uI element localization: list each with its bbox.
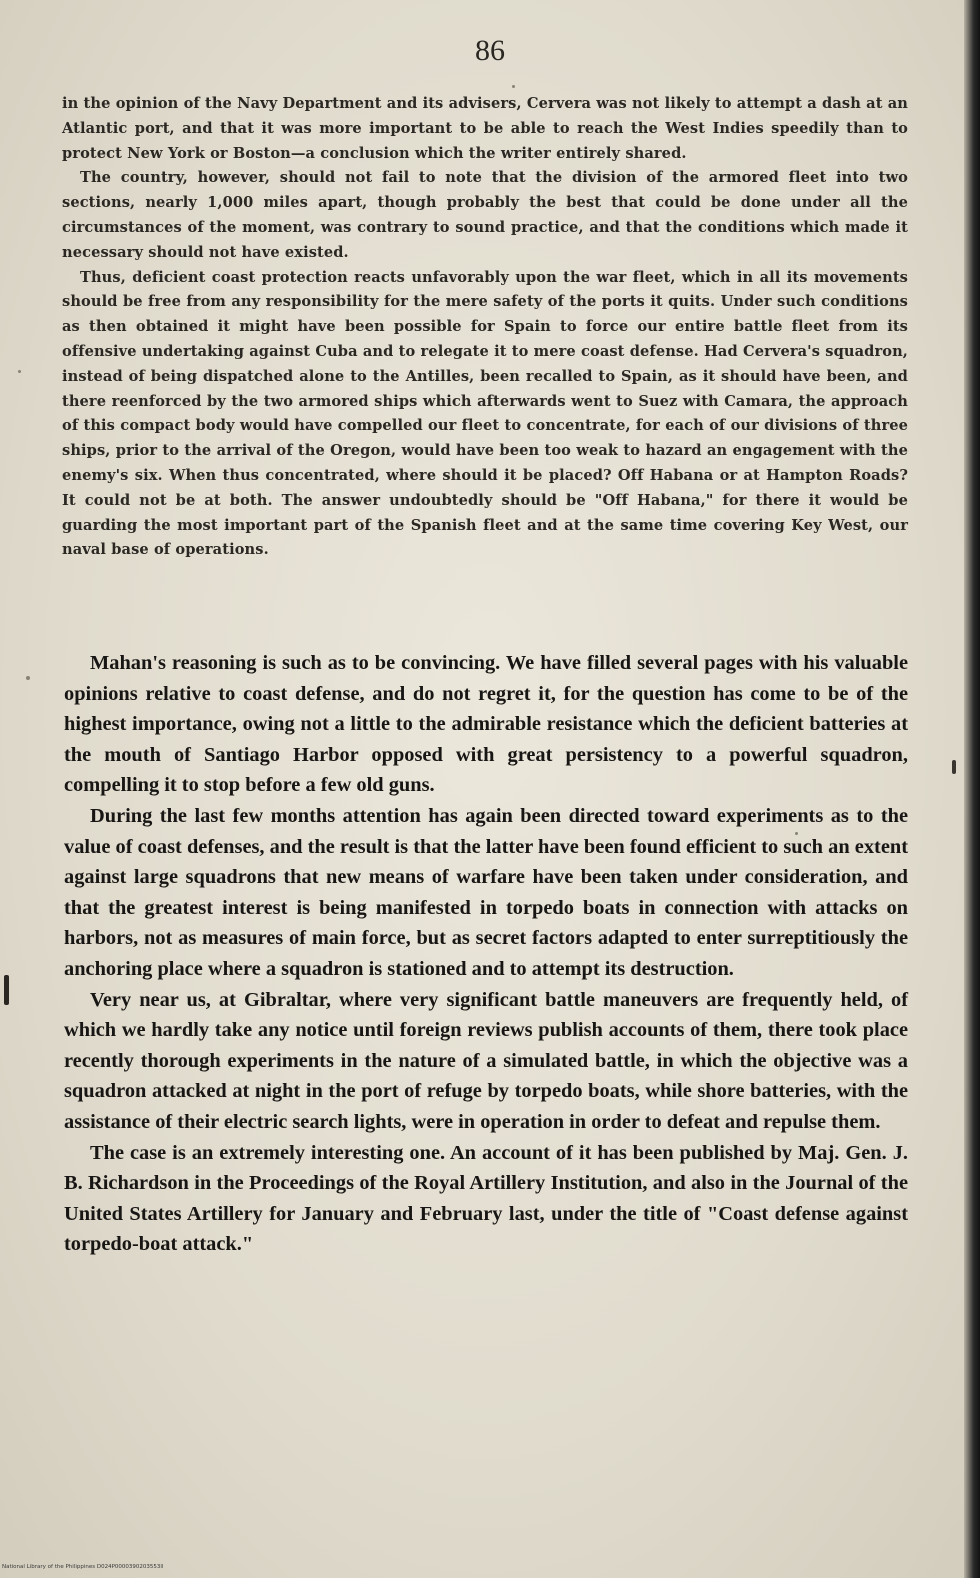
quote-paragraph-2: The country, however, should not fail to note that the division of the armored fleet into two sections, nearly 1,000 miles apart, though probably the best that could be done under all the circumstances of the moment, was contrary to sound practice, and that the conditions which made it necessary should not have existed. bbox=[62, 169, 908, 261]
main-paragraph-2: During the last few months attention has again been directed toward experiments as to the value of coast defenses, and the result is that the latter have been found efficient to such an extent against large squadrons that new means of warfare have been taken under consideration, and that the greatest interest is being manifested in torpedo boats in connection with attacks on harbors, not as measures of main force, but as secret factors adapted to enter surreptitiously the anchoring place where a squadron is stationed and to attempt its destruction. bbox=[64, 804, 908, 980]
paper-speck bbox=[4, 975, 9, 1005]
page-number: 86 bbox=[475, 34, 505, 67]
quote-paragraph-1: in the opinion of the Navy Department and its advisers, Cervera was not likely to attempt a dash at an Atlantic port, and that it was more important to be able to reach the West Indies speedily than to protect New York or Boston—a conclusion which the writer entirely shared. bbox=[62, 95, 908, 162]
paper-speck bbox=[512, 85, 515, 88]
main-paragraph-1: Mahan's reasoning is such as to be convincing. We have filled several pages with his valuable opinions relative to coast defense, and do not regret it, for the question has come to be of the highest importance, owing not a little to the admirable resistance which the deficient batteries at the mouth of Santiago Harbor opposed with great persistency to a powerful squadron, compelling it to stop before a few old guns. bbox=[64, 652, 908, 797]
page-edge-shadow bbox=[964, 0, 980, 1578]
main-text bbox=[64, 648, 908, 1260]
main-paragraph-4: The case is an extremely interesting one. An account of it has been published by Maj. Gen. J. B. Richardson in the Proceedings of the Royal Artillery Institution, and also in the Journal of the United States Artillery for January and February last, under the title of "Coast defense against torpedo-boat attack." bbox=[64, 1141, 908, 1256]
quoted-passage bbox=[62, 92, 908, 563]
scan-credit: National Library of the Philippines D024P0000390203553ll bbox=[2, 1564, 164, 1570]
quote-paragraph-3: Thus, deficient coast protection reacts unfavorably upon the war fleet, which in all its movements should be free from any responsibility for the mere safety of the ports it quits. Under such conditions as then obtained it might have been possible for Spain to force our entire battle fleet from its offensive undertaking against Cuba and to relegate it to mere coast defense. Had Cervera's squadron, instead of being dispatched alone to the Antilles, been recalled to Spain, as it should have been, and there reenforced by the two armored ships which afterwards went to Suez with Camara, the approach of this compact body would have compelled our fleet to concentrate, for each of our divisions of three ships, prior to the arrival of the Oregon, would have been too weak to hazard an engagement with the enemy's six. When thus concentrated, where should it be placed? Off Habana or at Hampton Roads? It could not be at both. The answer undoubtedly should be "Off Habana," for there it would be guarding the most important part of the Spanish fleet and at the same time covering Key West, our naval base of operations. bbox=[62, 268, 908, 559]
paper-speck bbox=[952, 760, 956, 774]
paper-speck bbox=[18, 370, 21, 373]
paper-speck bbox=[26, 676, 30, 680]
paper-speck bbox=[795, 832, 798, 835]
main-paragraph-3: Very near us, at Gibraltar, where very significant battle maneuvers are frequently held, of which we hardly take any notice until foreign reviews publish accounts of them, there took place recently thorough experiments in the nature of a simulated battle, in which the objective was a squadron attacked at night in the port of refuge by torpedo boats, while shore batteries, with the assistance of their electric search lights, were in operation in order to defeat and repulse them. bbox=[64, 988, 908, 1133]
